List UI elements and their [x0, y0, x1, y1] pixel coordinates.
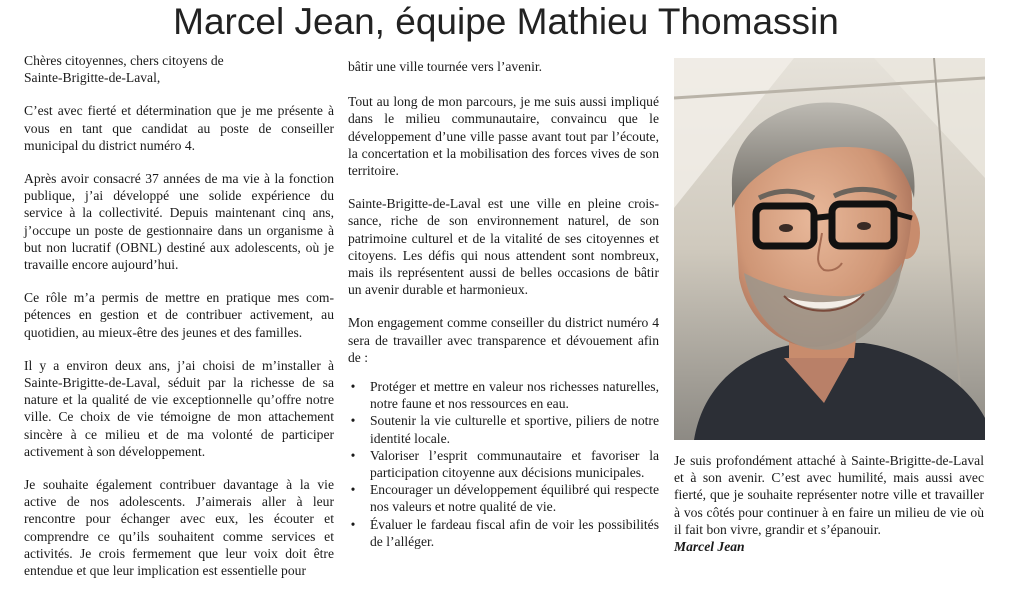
- list-item: [350, 516, 659, 550]
- salutation-line-2: Sainte-Brigitte-de-Laval,: [24, 70, 161, 86]
- article-column-3: [674, 452, 984, 571]
- list-item-text: Évaluer le fardeau fiscal afin de voir les possibilités de l’alléger.: [370, 516, 659, 549]
- salutation: [24, 52, 334, 86]
- list-item: [350, 481, 659, 515]
- signature: Marcel Jean: [674, 539, 745, 555]
- paragraph-commitment: Mon engagement comme conseiller du district numéro 4 sera de travailler avec transparence et dévouement afin de :: [348, 315, 659, 365]
- paragraph-management-role: Ce rôle m’a permis de mettre en pratique mes compétences en gestion et de contribuer activement, au quotidien, au mieux-être des jeunes et des familles.: [24, 290, 334, 340]
- paragraph-youth: Je souhaite également contribuer davantage à la vie active de nos adolescents. J’aimerais aller à leur rencontre pour échanger avec eux, les écouter et comprendre ce qu’ils souhaitent comme services et activités. Je crois fermement que leur voix doit être entendue et que leur implication est essentielle pour: [24, 477, 334, 579]
- paragraph-closing: Je suis profondément attaché à Sainte-Brigitte-de-Laval et à son avenir. C’est avec humilité, mais aussi avec fierté, que je souhaite représenter notre ville et travailler à vos côtés pour continuer à en faire un milieu de vie où il fait bon vivre, grandir et s’épanouir.: [674, 453, 984, 537]
- list-item: [350, 378, 659, 412]
- list-item-text: Soutenir la vie culturelle et sportive, piliers de notre identité locale.: [370, 413, 659, 446]
- page-headline: Marcel Jean, équipe Mathieu Thomassin: [173, 1, 839, 42]
- bullet-icon: •: [350, 379, 356, 395]
- paragraph-settling: Il y a environ deux ans, j’ai choisi de m’installer à Sainte-Brigitte-de-Laval, séduit par la richesse de sa nature et la qualité de vie exceptionnelle qu’offre notre ville. Ce choix de vie témoigne de mon attachement sincère à ce milieu et de ma volonté de participer activement à son développement.: [24, 357, 334, 459]
- list-item-text: Encourager un développement équilibré qui respecte nos valeurs et notre qualité de vie.: [370, 482, 659, 515]
- bullet-icon: •: [350, 516, 356, 532]
- salutation-line-1: Chères citoyennes, chers citoyens de: [24, 53, 224, 68]
- paragraph-community: Tout au long de mon parcours, je me suis aussi impliqué dans le milieu communautaire, convaincu que le développement d’une ville passe avant tout par l’écoute, la concertation et la mobilisation des forces vives de son territoire.: [348, 94, 659, 179]
- candidate-portrait: [674, 58, 985, 440]
- list-item-text: Protéger et mettre en valeur nos richesses naturelles, notre faune et nos ressources en eau.: [370, 379, 659, 412]
- paragraph-continuation: bâtir une ville tournée vers l’avenir.: [348, 59, 543, 74]
- list-item-text: Valoriser l’esprit communautaire et favoriser la participation citoyenne aux décisions municipales.: [370, 447, 659, 481]
- bullet-icon: •: [350, 482, 356, 498]
- bullet-icon: •: [350, 413, 356, 429]
- list-item: [350, 447, 659, 481]
- commitment-list: [348, 378, 659, 550]
- paragraph-career: Après avoir consacré 37 années de ma vie à la fonction publique, j’ai développé une solide expérience du service à la collectivité. Depuis maintenant cinq ans, j’occupe un poste de gestionnaire dans un organisme à but non lucratif (OBNL) destiné aux adolescents, où je travaille encore aujourd’hui.: [24, 171, 334, 273]
- article-column-1: [24, 52, 334, 579]
- bullet-icon: •: [350, 447, 356, 463]
- portrait-photo-icon: [674, 58, 985, 440]
- list-item: [350, 412, 659, 446]
- article-column-2: [348, 58, 659, 550]
- paragraph-city-growth: Sainte-Brigitte-de-Laval est une ville en pleine croissance, riche de son environnement naturel, de son patrimoine culturel et de la vitalité de ses citoyennes et citoyens. Les défis qui nous attendent sont nombreux, mais ils représentent aussi de belles occasions de bâtir un avenir durable et harmonieux.: [348, 196, 659, 298]
- paragraph-introduction: C’est avec fierté et détermination que je me présente à vous en tant que candidat au poste de conseiller municipal du district numéro 4.: [24, 103, 334, 153]
